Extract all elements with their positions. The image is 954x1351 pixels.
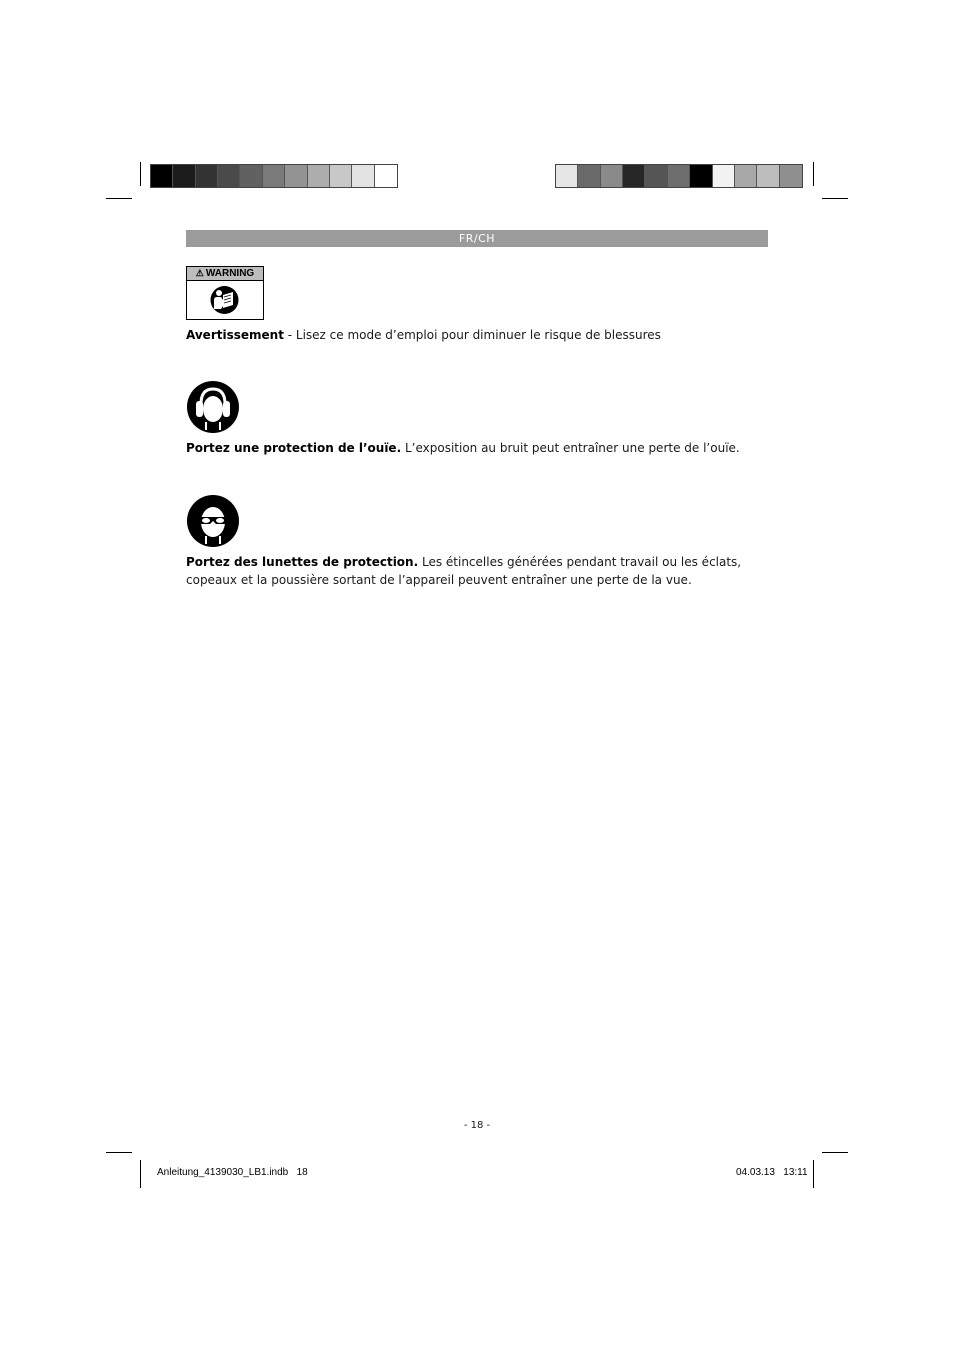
color-swatch [218, 165, 240, 187]
color-swatch [263, 165, 285, 187]
language-header: FR/CH [186, 230, 768, 247]
color-swatch [668, 165, 690, 187]
color-swatch [780, 165, 802, 187]
color-swatch [623, 165, 645, 187]
crop-mark [822, 198, 848, 199]
warning-triangle-icon: ⚠ [195, 268, 204, 278]
color-swatch [330, 165, 352, 187]
crop-mark [822, 1152, 848, 1153]
footer-datetime: 04.03.13 13:11 [736, 1167, 808, 1178]
color-swatch [151, 165, 173, 187]
page-number: - 18 - [463, 1120, 491, 1131]
crop-mark [813, 162, 814, 186]
crop-mark [106, 198, 132, 199]
color-swatch [757, 165, 779, 187]
warning-paragraph [186, 326, 768, 344]
hearing-text: L’exposition au bruit peut entraîner une perte de l’ouïe. [401, 441, 740, 455]
color-swatch [285, 165, 307, 187]
color-swatch [645, 165, 667, 187]
warning-label-text: WARNING [205, 268, 255, 279]
color-swatch [173, 165, 195, 187]
hearing-term: Portez une protection de l’ouïe. [186, 441, 402, 455]
eyes-paragraph [186, 553, 768, 589]
color-swatch [240, 165, 262, 187]
warning-term: Avertissement [186, 328, 284, 342]
color-swatch [713, 165, 735, 187]
read-manual-icon [187, 281, 262, 319]
color-swatch [690, 165, 712, 187]
footer-filename: Anleitung_4139030_LB1.indb 18 [157, 1167, 308, 1178]
color-swatch [578, 165, 600, 187]
eyes-term: Portez des lunettes de protection. [186, 555, 419, 569]
color-swatch [352, 165, 374, 187]
color-swatch [601, 165, 623, 187]
color-calibration-bar-left [150, 164, 398, 188]
color-swatch [556, 165, 578, 187]
crop-mark [106, 1152, 132, 1153]
warning-sign [186, 266, 264, 320]
color-swatch [308, 165, 330, 187]
warning-text: - Lisez ce mode d’emploi pour diminuer le risque de blessures [283, 328, 661, 342]
crop-mark [813, 1160, 814, 1188]
color-swatch [196, 165, 218, 187]
ear-protection-icon [186, 380, 240, 434]
eye-protection-icon [186, 494, 240, 548]
crop-mark [140, 1160, 141, 1188]
crop-mark [140, 162, 141, 186]
warning-label [187, 267, 263, 281]
color-swatch [375, 165, 397, 187]
color-calibration-bar-right [555, 164, 803, 188]
color-swatch [735, 165, 757, 187]
eyes-text: Les étincelles générées pendant travail ou les éclats, copeaux et la poussière sortant de l’appareil peuvent entraîner une perte de la vue. [186, 555, 742, 587]
hearing-paragraph [186, 439, 768, 457]
